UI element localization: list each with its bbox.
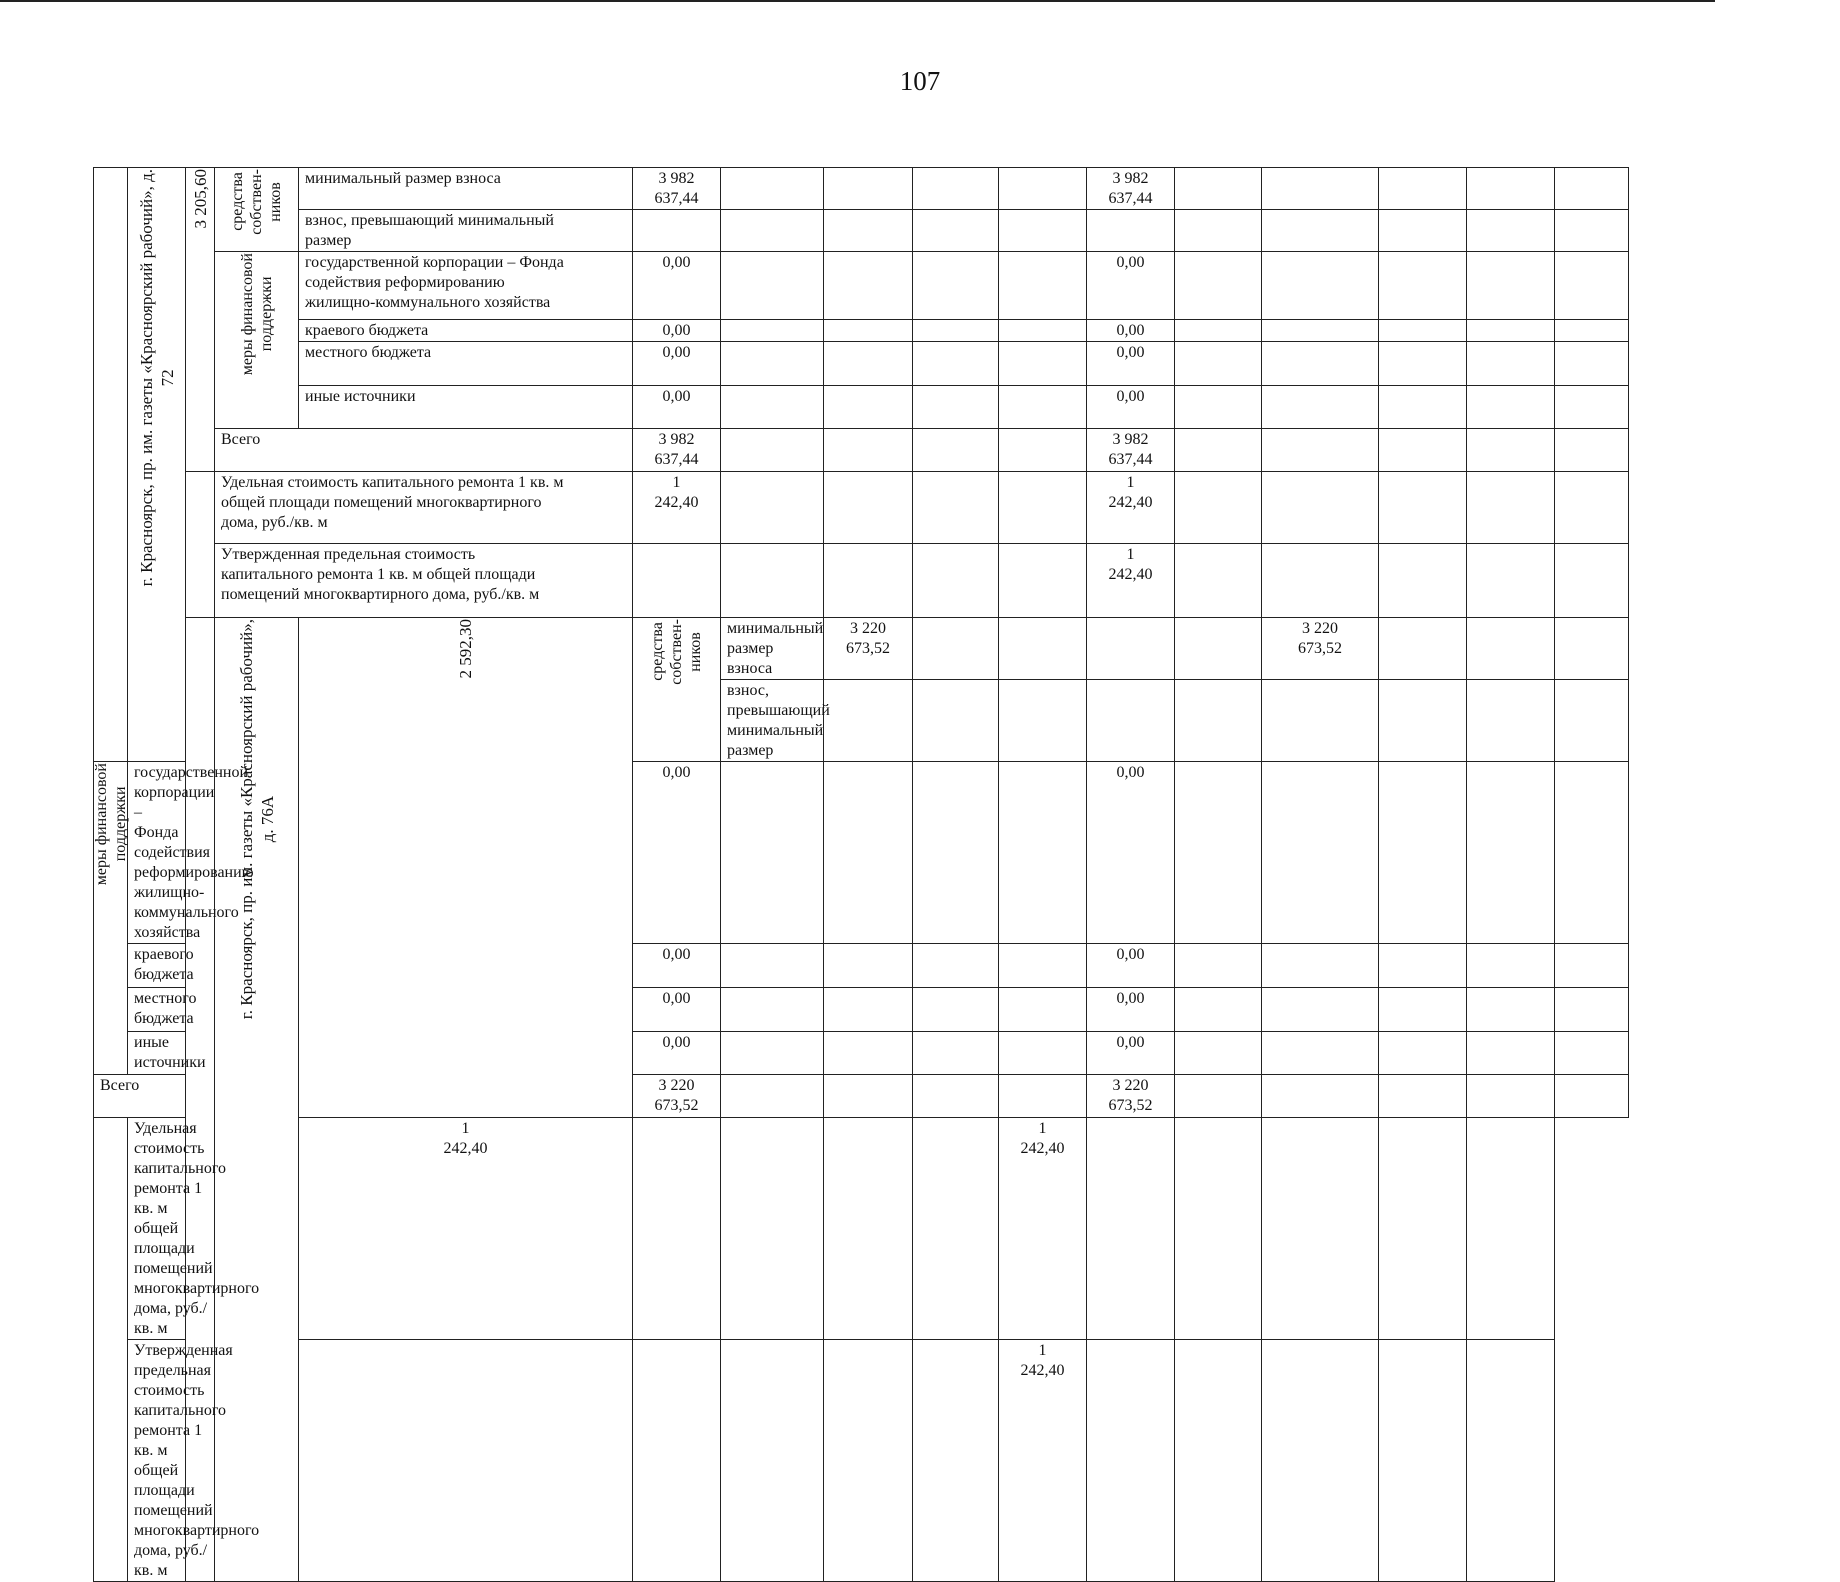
amount-cell: 0,00 (1087, 762, 1175, 944)
label-line: меры финансовой (238, 253, 256, 376)
area-cell (186, 168, 215, 472)
row-label: местного бюджета (299, 342, 633, 386)
label-line: капитального ремонта 1 кв. м общей площади (221, 566, 536, 583)
row-label: краевого бюджета (128, 944, 186, 988)
label-line: Утвержденная предельная стоимость (134, 1342, 233, 1399)
row-label (128, 762, 254, 944)
amount-line: 673,52 (1298, 640, 1342, 657)
amount-cell (999, 1118, 1087, 1340)
label-line: ников (687, 632, 704, 672)
label-line: Утвержденная предельная стоимость (221, 546, 476, 563)
row-label (299, 252, 633, 320)
amount-line: 673,52 (654, 1097, 699, 1114)
amount-line: 637,44 (1108, 190, 1153, 207)
amount-line: 1 (461, 1120, 470, 1137)
row-label: минимальный размер взноса (299, 168, 633, 210)
label-line: размер (305, 232, 352, 249)
support-measures-label (94, 762, 128, 1075)
amount-line: 3 982 (658, 431, 695, 448)
amount-cell (633, 472, 721, 544)
amount-line: 3 982 (1112, 431, 1149, 448)
table-row (94, 252, 1629, 320)
area-value: 2 592,30 (456, 619, 475, 679)
row-label (299, 210, 633, 252)
amount-cell (1087, 472, 1175, 544)
label-line: дома, руб./кв. м (221, 514, 328, 531)
label-line: государственной корпорации – Фонда (134, 764, 249, 841)
label-line: содействия реформированию (134, 844, 254, 881)
row-label: иные источники (128, 1032, 186, 1075)
table-row (94, 618, 1629, 680)
label-line: общей площади помещений многоквартирного (221, 494, 542, 511)
amount-cell: 0,00 (1087, 944, 1175, 988)
area-cell (299, 618, 633, 1118)
row-label (128, 1118, 260, 1340)
top-border (0, 0, 1715, 2)
label-line: поддержки (111, 786, 129, 862)
label-line: дома, руб./кв. м (134, 1300, 208, 1337)
label-line: взнос, превышающий минимальный (727, 682, 830, 739)
amount-cell: 0,00 (633, 342, 721, 386)
table-row (94, 1340, 1629, 1582)
table-row (94, 386, 1629, 429)
label-line: Удельная стоимость капитального ремонта 1 кв. м (134, 1120, 226, 1217)
capital-repair-table (93, 167, 1629, 1582)
amount-line: 242,40 (1020, 1140, 1065, 1157)
address-line: г. Красноярск, пр. им. газеты «Красноярский рабочий», д. (136, 169, 156, 587)
amount-cell: 0,00 (633, 386, 721, 429)
amount-line: 673,52 (846, 640, 890, 657)
address-cell (128, 168, 186, 762)
amount-line: 637,44 (654, 190, 699, 207)
amount-cell: 0,00 (1087, 988, 1175, 1032)
amount-line: 242,40 (443, 1140, 488, 1157)
amount-cell (633, 429, 721, 472)
address-line: г. Красноярск, пр. им. газеты «Красноярский рабочий», (236, 619, 256, 1020)
owners-funds-label (215, 168, 299, 252)
amount-cell: 0,00 (1087, 1032, 1175, 1075)
area-value: 3 205,60 (190, 169, 210, 229)
amount-line: 1 (1038, 1120, 1047, 1137)
label-line: средства (649, 622, 666, 682)
amount-cell (999, 1340, 1087, 1582)
amount-line: 3 982 (1112, 170, 1149, 187)
amount-cell: 0,00 (633, 252, 721, 320)
amount-cell (1087, 429, 1175, 472)
amount-line: 3 220 (850, 620, 886, 637)
label-line: государственной корпорации – Фонда (305, 254, 564, 271)
amount-line: 3 220 (1302, 620, 1338, 637)
label-line: помещений многоквартирного дома, руб./кв. м (221, 586, 540, 603)
label-line: собствен- (248, 169, 265, 235)
amount-cell: 0,00 (1087, 252, 1175, 320)
amount-cell (1262, 618, 1379, 680)
amount-line: 1 (1126, 546, 1135, 563)
label-line: поддержки (257, 276, 275, 352)
label-line: жилищно-коммунального хозяйства (305, 294, 551, 311)
amount-cell (633, 168, 721, 210)
label-line: общей площади помещений многоквартирного (134, 1220, 260, 1297)
row-label (721, 680, 830, 762)
amount-line: 1 (1038, 1342, 1047, 1359)
row-label: местного бюджета (128, 988, 186, 1032)
label-line: Удельная стоимость капитального ремонта 1 кв. м (221, 474, 564, 491)
amount-cell (633, 1075, 721, 1118)
label-line: собствен- (668, 619, 685, 685)
owners-funds-label (633, 618, 721, 762)
amount-cell (1087, 168, 1175, 210)
row-label (215, 544, 633, 618)
blank-cell (186, 472, 215, 618)
address-line: 72 (157, 369, 177, 387)
amount-cell: 0,00 (1087, 320, 1175, 342)
amount-line: 3 220 (1112, 1077, 1149, 1094)
label-line: взнос, превышающий минимальный (305, 212, 554, 229)
address-cell (215, 618, 299, 1582)
blank-cell (94, 1118, 128, 1582)
row-label: иные источники (299, 386, 633, 429)
amount-line: 3 220 (658, 1077, 695, 1094)
label-line: жилищно-коммунального хозяйства (134, 884, 239, 941)
amount-cell: 0,00 (633, 988, 721, 1032)
amount-line: 637,44 (654, 451, 699, 468)
row-label: минимальный размер взноса (721, 618, 824, 680)
amount-cell: 0,00 (633, 320, 721, 342)
label-line: ников (267, 182, 284, 222)
table-row (94, 1118, 1629, 1340)
amount-line: 242,40 (654, 494, 699, 511)
amount-cell (1087, 1075, 1175, 1118)
amount-cell (824, 618, 913, 680)
row-label: Всего (94, 1075, 186, 1118)
table-row (94, 472, 1629, 544)
blank-cell (94, 168, 128, 762)
amount-line: 242,40 (1108, 494, 1153, 511)
amount-line: 1 (672, 474, 681, 491)
row-label (128, 1340, 260, 1582)
table-row (94, 320, 1629, 342)
table-row (94, 210, 1629, 252)
amount-line: 242,40 (1108, 566, 1153, 583)
amount-cell: 0,00 (1087, 342, 1175, 386)
label-line: помещений многоквартирного дома, руб./кв. м (134, 1502, 260, 1579)
table-row (94, 429, 1629, 472)
amount-line: 637,44 (1108, 451, 1153, 468)
address-line: д. 76А (257, 795, 277, 843)
label-line: содействия реформированию (305, 274, 505, 291)
row-label: краевого бюджета (299, 320, 633, 342)
amount-line: 3 982 (658, 170, 695, 187)
table-row (94, 342, 1629, 386)
label-line: средства (229, 172, 246, 232)
amount-cell (1087, 544, 1175, 618)
amount-cell (299, 1118, 633, 1340)
page-number: 107 (899, 66, 941, 96)
amount-line: 242,40 (1020, 1362, 1065, 1379)
row-label (215, 472, 633, 544)
amount-line: 673,52 (1108, 1097, 1153, 1114)
label-line: размер (727, 742, 774, 759)
table-row (94, 544, 1629, 618)
amount-cell: 0,00 (633, 762, 721, 944)
amount-cell: 0,00 (1087, 386, 1175, 429)
row-label: Всего (215, 429, 633, 472)
label-line: меры финансовой (92, 763, 110, 886)
table-row (94, 168, 1629, 210)
label-line: капитального ремонта 1 кв. м общей площади (134, 1402, 226, 1499)
amount-cell: 0,00 (633, 1032, 721, 1075)
support-measures-label (215, 252, 299, 429)
amount-cell: 0,00 (633, 944, 721, 988)
amount-line: 1 (1126, 474, 1135, 491)
